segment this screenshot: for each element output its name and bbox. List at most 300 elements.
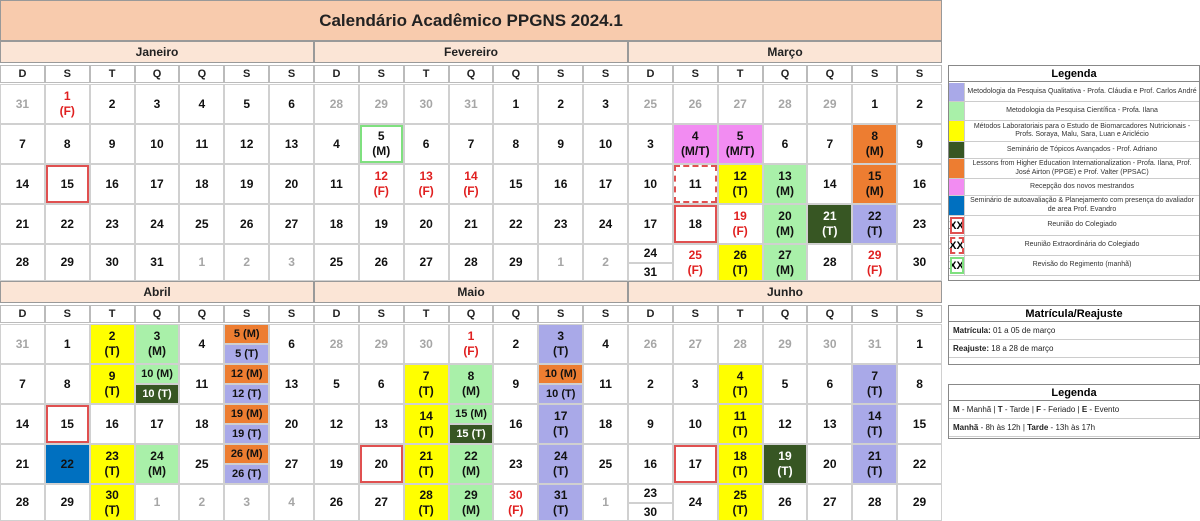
month-maio: [314, 281, 628, 521]
day-cell: 18: [314, 204, 359, 244]
day-cell: 4 (M/T): [673, 124, 718, 164]
legend-swatch: XX: [949, 256, 965, 275]
day-cell-half: 12 (T): [224, 384, 269, 404]
day-cell: 18 (T): [718, 444, 763, 484]
legend-item: [949, 179, 1199, 196]
day-cell: 9: [90, 124, 135, 164]
day-cell: 25 (F): [673, 244, 718, 281]
legend-panel: [948, 65, 1200, 281]
day-cell: 2: [583, 244, 628, 281]
day-cell-half: 10 (T): [538, 384, 583, 404]
day-cell: 16: [90, 164, 135, 204]
day-cell: 2: [90, 84, 135, 124]
day-cell: 11: [314, 164, 359, 204]
day-cell: 25: [628, 84, 673, 124]
weekday-header: S: [897, 65, 942, 83]
day-cell: 8: [45, 364, 90, 404]
legend-swatch: [949, 121, 965, 141]
day-cell: 10: [583, 124, 628, 164]
day-cell: 19: [314, 444, 359, 484]
legend-item: [949, 142, 1199, 159]
day-cell: 27: [269, 444, 314, 484]
day-cell: 17 (T): [538, 404, 583, 444]
weekday-header: S: [359, 305, 404, 323]
day-cell: 30: [90, 244, 135, 281]
day-cell-half: 30: [628, 503, 673, 521]
day-cell: 29 (F): [852, 244, 897, 281]
legend-swatch: [949, 179, 965, 195]
legend-swatch: [949, 102, 965, 120]
day-cell: 6: [763, 124, 808, 164]
day-cell: 4 (T): [718, 364, 763, 404]
day-cell: 3: [673, 364, 718, 404]
day-cell: 4: [269, 484, 314, 521]
day-cell: 28: [0, 244, 45, 281]
day-cell: 24: [673, 484, 718, 521]
day-cell: 19: [359, 204, 404, 244]
legend2-line-2: Manhã - 8h às 12h | Tarde - 13h às 17h: [949, 419, 1199, 437]
day-cell: 18: [673, 204, 718, 244]
day-cell-half: 31: [628, 263, 673, 282]
weekday-header: D: [0, 305, 45, 323]
month-name: Abril: [0, 281, 314, 303]
matricula-row: Matrícula: 01 a 05 de março: [949, 322, 1199, 340]
day-cell: 30: [897, 244, 942, 281]
day-cell: 28: [314, 84, 359, 124]
day-cell: 28: [852, 484, 897, 521]
legend-text: Seminário de autoavaliação & Planejamento com presença do avaliador de area Prof. Evandro: [970, 197, 1194, 213]
weekday-header: S: [45, 65, 90, 83]
day-cell: 2: [897, 84, 942, 124]
weekday-header: Q: [763, 305, 808, 323]
weekday-header: T: [718, 65, 763, 83]
month-fevereiro: [314, 41, 628, 281]
day-cell: 3: [269, 244, 314, 281]
legend-text: Recepção dos novos mestrandos: [1030, 182, 1134, 190]
day-cell: 26: [359, 244, 404, 281]
legend-swatch: [949, 196, 965, 215]
day-cell: 28: [314, 324, 359, 364]
day-cell: 31: [852, 324, 897, 364]
day-cell: 29 (M): [449, 484, 494, 521]
day-cell: 14 (T): [852, 404, 897, 444]
day-cell: 18: [179, 404, 224, 444]
day-cell: 21: [0, 444, 45, 484]
day-cell: 28: [449, 244, 494, 281]
weekday-header: D: [628, 305, 673, 323]
day-cell: 25 (T): [718, 484, 763, 521]
day-cell: 24 (M): [135, 444, 180, 484]
day-cell-half: 5 (T): [224, 344, 269, 364]
month-name: Janeiro: [0, 41, 314, 63]
day-cell: 3: [583, 84, 628, 124]
weekday-header: D: [628, 65, 673, 83]
day-cell: 7 (T): [852, 364, 897, 404]
day-cell: 9: [538, 124, 583, 164]
day-cell: 6: [269, 84, 314, 124]
day-cell: 27: [269, 204, 314, 244]
legend-swatch: [949, 83, 965, 101]
day-cell: 26: [224, 204, 269, 244]
weekday-header: Q: [807, 305, 852, 323]
month-name: Junho: [628, 281, 942, 303]
day-cell: 12: [763, 404, 808, 444]
day-cell-half: 10 (M): [135, 364, 180, 384]
day-cell: 6: [269, 324, 314, 364]
day-cell: 3 (M): [135, 324, 180, 364]
day-cell: 20: [807, 444, 852, 484]
day-cell-half: 10 (M): [538, 364, 583, 384]
day-cell: 3 (T): [538, 324, 583, 364]
weekday-header: S: [583, 65, 628, 83]
day-cell: 2 (T): [90, 324, 135, 364]
day-cell: 15: [493, 164, 538, 204]
month-name: Maio: [314, 281, 628, 303]
day-cell: 11: [673, 164, 718, 204]
day-cell: 27: [807, 484, 852, 521]
day-cell: 1: [583, 484, 628, 521]
weekday-header: Q: [493, 305, 538, 323]
day-cell: 5 (M): [359, 124, 404, 164]
day-cell: 25: [314, 244, 359, 281]
day-cell: 4: [583, 324, 628, 364]
day-cell: 1: [135, 484, 180, 521]
weekday-header: Q: [493, 65, 538, 83]
day-cell: 1: [179, 244, 224, 281]
legend-item: [949, 256, 1199, 276]
matricula-title: Matrícula/Reajuste: [949, 306, 1199, 322]
weekday-header: S: [269, 65, 314, 83]
legend-text: Revisão do Regimento (manhã): [1032, 261, 1132, 269]
weekday-header: S: [852, 305, 897, 323]
day-cell: 7: [0, 124, 45, 164]
day-cell: 11 (T): [718, 404, 763, 444]
day-cell: 9: [897, 124, 942, 164]
day-cell: 27: [673, 324, 718, 364]
day-cell: 13 (F): [404, 164, 449, 204]
day-cell: 21 (T): [807, 204, 852, 244]
day-cell: 15: [897, 404, 942, 444]
day-cell: 3: [224, 484, 269, 521]
weekday-header: D: [314, 305, 359, 323]
day-cell: 16: [538, 164, 583, 204]
weekday-header: T: [90, 65, 135, 83]
day-cell: 21: [0, 204, 45, 244]
legend-item: [949, 83, 1199, 102]
legend-text: Lessons from Higher Education Internationalization - Profa. Ilana, Prof. José Airton (PPGE) e Prof. Valter (PPSAC): [972, 160, 1192, 176]
legend-text: Métodos Laboratoriais para o Estudo de Biomarcadores Nutricionais - Profs. Soraya, Malu, Sara, Luan e Ariclécio: [973, 122, 1191, 138]
legend-swatch: [949, 159, 965, 178]
day-cell-half: 15 (M): [449, 404, 494, 424]
weekday-header: Q: [807, 65, 852, 83]
day-cell: 8: [897, 364, 942, 404]
day-cell: 1 (F): [449, 324, 494, 364]
day-cell: 11: [179, 124, 224, 164]
month-name: Março: [628, 41, 942, 63]
day-cell-half: 23: [628, 484, 673, 503]
reajuste-row: Reajuste: 18 a 28 de março: [949, 340, 1199, 358]
day-cell: 15 (M): [852, 164, 897, 204]
day-cell: 23 (T): [90, 444, 135, 484]
day-cell: 13 (M): [763, 164, 808, 204]
day-cell: 23: [538, 204, 583, 244]
weekday-header: S: [45, 305, 90, 323]
weekday-header: S: [224, 65, 269, 83]
day-cell: 30 (T): [90, 484, 135, 521]
day-cell: 16: [628, 444, 673, 484]
day-cell-half: 19 (M): [224, 404, 269, 424]
legend-text: Metodologia da Pesquisa Qualitativa - Profa. Cláudia e Prof. Carlos André: [967, 87, 1197, 95]
day-cell: 13: [269, 124, 314, 164]
legend-item: [949, 196, 1199, 216]
day-cell-half: 10 (T): [135, 384, 180, 404]
day-cell: 8: [45, 124, 90, 164]
day-cell: 2: [224, 244, 269, 281]
legend-swatch: XX: [949, 236, 965, 255]
day-cell: 17: [135, 404, 180, 444]
day-cell: 31: [449, 84, 494, 124]
day-cell: 26 (T): [718, 244, 763, 281]
legend-text: Seminário de Tópicos Avançados - Prof. Adriano: [1006, 145, 1158, 153]
day-cell: 6: [404, 124, 449, 164]
legend-item: [949, 216, 1199, 236]
weekday-header: T: [404, 305, 449, 323]
weekday-header: T: [90, 305, 135, 323]
day-cell: 4: [179, 84, 224, 124]
legend2-line-1: M - Manhã | T - Tarde | F - Feriado | E - Evento: [949, 401, 1199, 419]
day-cell: 29: [493, 244, 538, 281]
day-cell: 31: [135, 244, 180, 281]
day-cell: 28 (T): [404, 484, 449, 521]
day-cell: 9: [628, 404, 673, 444]
day-cell: 10: [673, 404, 718, 444]
day-cell: 27: [718, 84, 763, 124]
day-cell: 2: [628, 364, 673, 404]
month-abril: [0, 281, 314, 521]
day-cell: 20 (M): [763, 204, 808, 244]
day-cell: 26: [673, 84, 718, 124]
day-cell: 12: [224, 124, 269, 164]
weekday-header: S: [224, 305, 269, 323]
day-cell: 14: [0, 404, 45, 444]
weekday-header: D: [0, 65, 45, 83]
day-cell: 14: [807, 164, 852, 204]
day-cell: 14 (F): [449, 164, 494, 204]
day-cell: 11: [179, 364, 224, 404]
day-cell: 30: [807, 324, 852, 364]
day-cell-half: 26 (T): [224, 464, 269, 484]
weekday-header: S: [673, 305, 718, 323]
weekday-header: Q: [449, 305, 494, 323]
day-cell: 29: [359, 84, 404, 124]
day-cell: 21: [449, 204, 494, 244]
weekday-header: Q: [179, 305, 224, 323]
day-cell: 22 (M): [449, 444, 494, 484]
day-cell: 26: [628, 324, 673, 364]
day-cell: 6: [807, 364, 852, 404]
legend-item: [949, 121, 1199, 142]
day-cell: 14 (T): [404, 404, 449, 444]
day-cell: 19 (F): [718, 204, 763, 244]
day-cell: 27 (M): [763, 244, 808, 281]
day-cell: 1: [538, 244, 583, 281]
day-cell: 1: [897, 324, 942, 364]
day-cell: 12: [314, 404, 359, 444]
day-cell: 29: [763, 324, 808, 364]
day-cell: 23: [493, 444, 538, 484]
day-cell-half: 12 (M): [224, 364, 269, 384]
month-março: [628, 41, 942, 281]
day-cell: 22 (T): [852, 204, 897, 244]
day-cell-half: 26 (M): [224, 444, 269, 464]
day-cell: 18: [583, 404, 628, 444]
day-cell: 22: [45, 204, 90, 244]
day-cell: 31: [0, 324, 45, 364]
day-cell: 1: [493, 84, 538, 124]
weekday-header: S: [897, 305, 942, 323]
day-cell: 29: [807, 84, 852, 124]
weekday-header: S: [538, 65, 583, 83]
day-cell: 13: [359, 404, 404, 444]
day-cell: 5 (M/T): [718, 124, 763, 164]
page-title: Calendário Acadêmico PPGNS 2024.1: [0, 0, 942, 41]
day-cell: 11: [583, 364, 628, 404]
legend-text: Reunião Extraordinária do Colegiado: [1024, 241, 1140, 249]
day-cell: 13: [807, 404, 852, 444]
weekday-header: Q: [449, 65, 494, 83]
day-cell: 30: [404, 84, 449, 124]
day-cell-half: 5 (M): [224, 324, 269, 344]
weekday-header: S: [673, 65, 718, 83]
weekday-header: S: [538, 305, 583, 323]
month-name: Fevereiro: [314, 41, 628, 63]
day-cell: 17: [583, 164, 628, 204]
day-cell: 30: [404, 324, 449, 364]
day-cell: 29: [897, 484, 942, 521]
day-cell: 1: [852, 84, 897, 124]
day-cell: 29: [45, 484, 90, 521]
day-cell: 8 (M): [852, 124, 897, 164]
weekday-header: D: [314, 65, 359, 83]
day-cell: 28: [0, 484, 45, 521]
day-cell: 20: [359, 444, 404, 484]
day-cell-half: 19 (T): [224, 424, 269, 444]
day-cell: 19 (T): [763, 444, 808, 484]
day-cell: 24: [135, 204, 180, 244]
day-cell: 1: [45, 324, 90, 364]
day-cell: 7 (T): [404, 364, 449, 404]
legend-swatch: XX: [949, 216, 965, 235]
day-cell: 1 (F): [45, 84, 90, 124]
day-cell: 25: [179, 204, 224, 244]
day-cell: 5: [763, 364, 808, 404]
day-cell: 7: [449, 124, 494, 164]
day-cell: 8 (M): [449, 364, 494, 404]
day-cell: 15: [45, 404, 90, 444]
day-cell: 20: [269, 404, 314, 444]
day-cell: 23: [897, 204, 942, 244]
day-cell: 12 (T): [718, 164, 763, 204]
legend-item: [949, 236, 1199, 256]
day-cell: 22: [897, 444, 942, 484]
day-cell-half: 15 (T): [449, 424, 494, 444]
day-cell: 9: [493, 364, 538, 404]
day-cell: 10: [628, 164, 673, 204]
weekday-header: S: [269, 305, 314, 323]
matricula-panel: [948, 305, 1200, 365]
day-cell: 16: [493, 404, 538, 444]
weekday-header: Q: [135, 65, 180, 83]
day-cell: 17: [628, 204, 673, 244]
legend-item: [949, 102, 1199, 121]
legend-swatch: [949, 142, 965, 158]
weekday-header: T: [404, 65, 449, 83]
weekday-header: S: [359, 65, 404, 83]
legend-title: Legenda: [949, 66, 1199, 82]
weekday-header: Q: [179, 65, 224, 83]
day-cell: 26: [314, 484, 359, 521]
day-cell: 2: [538, 84, 583, 124]
day-cell: 6: [359, 364, 404, 404]
day-cell: 3: [628, 124, 673, 164]
day-cell: 31 (T): [538, 484, 583, 521]
legend-item: [949, 159, 1199, 179]
day-cell: 3: [135, 84, 180, 124]
weekday-header: Q: [763, 65, 808, 83]
weekday-header: T: [718, 305, 763, 323]
weekday-header: Q: [135, 305, 180, 323]
day-cell: 31: [0, 84, 45, 124]
legend2-title: Legenda: [949, 385, 1199, 401]
day-cell: 21 (T): [852, 444, 897, 484]
day-cell: 9 (T): [90, 364, 135, 404]
day-cell: 4: [179, 324, 224, 364]
day-cell: 28: [718, 324, 763, 364]
day-cell: 15: [45, 164, 90, 204]
day-cell: 8: [493, 124, 538, 164]
day-cell: 23: [90, 204, 135, 244]
day-cell: 19: [224, 164, 269, 204]
day-cell: 5: [224, 84, 269, 124]
day-cell: 27: [359, 484, 404, 521]
day-cell: 30 (F): [493, 484, 538, 521]
day-cell: 2: [493, 324, 538, 364]
day-cell: 7: [807, 124, 852, 164]
day-cell: 28: [807, 244, 852, 281]
day-cell: 14: [0, 164, 45, 204]
day-cell: 29: [359, 324, 404, 364]
day-cell: 24 (T): [538, 444, 583, 484]
legend-text: Metodologia da Pesquisa Científica - Profa. Ilana: [1006, 106, 1158, 114]
weekday-header: S: [852, 65, 897, 83]
legend2-panel: [948, 384, 1200, 439]
weekday-header: S: [583, 305, 628, 323]
day-cell: 26: [763, 484, 808, 521]
day-cell: 27: [404, 244, 449, 281]
day-cell: 20: [404, 204, 449, 244]
day-cell: 2: [179, 484, 224, 521]
day-cell: 5: [314, 364, 359, 404]
day-cell-half: 24: [628, 244, 673, 263]
day-cell: 22: [493, 204, 538, 244]
day-cell: 18: [179, 164, 224, 204]
day-cell: 4: [314, 124, 359, 164]
day-cell: 20: [269, 164, 314, 204]
day-cell: 12 (F): [359, 164, 404, 204]
month-janeiro: [0, 41, 314, 281]
day-cell: 28: [763, 84, 808, 124]
day-cell: 24: [583, 204, 628, 244]
